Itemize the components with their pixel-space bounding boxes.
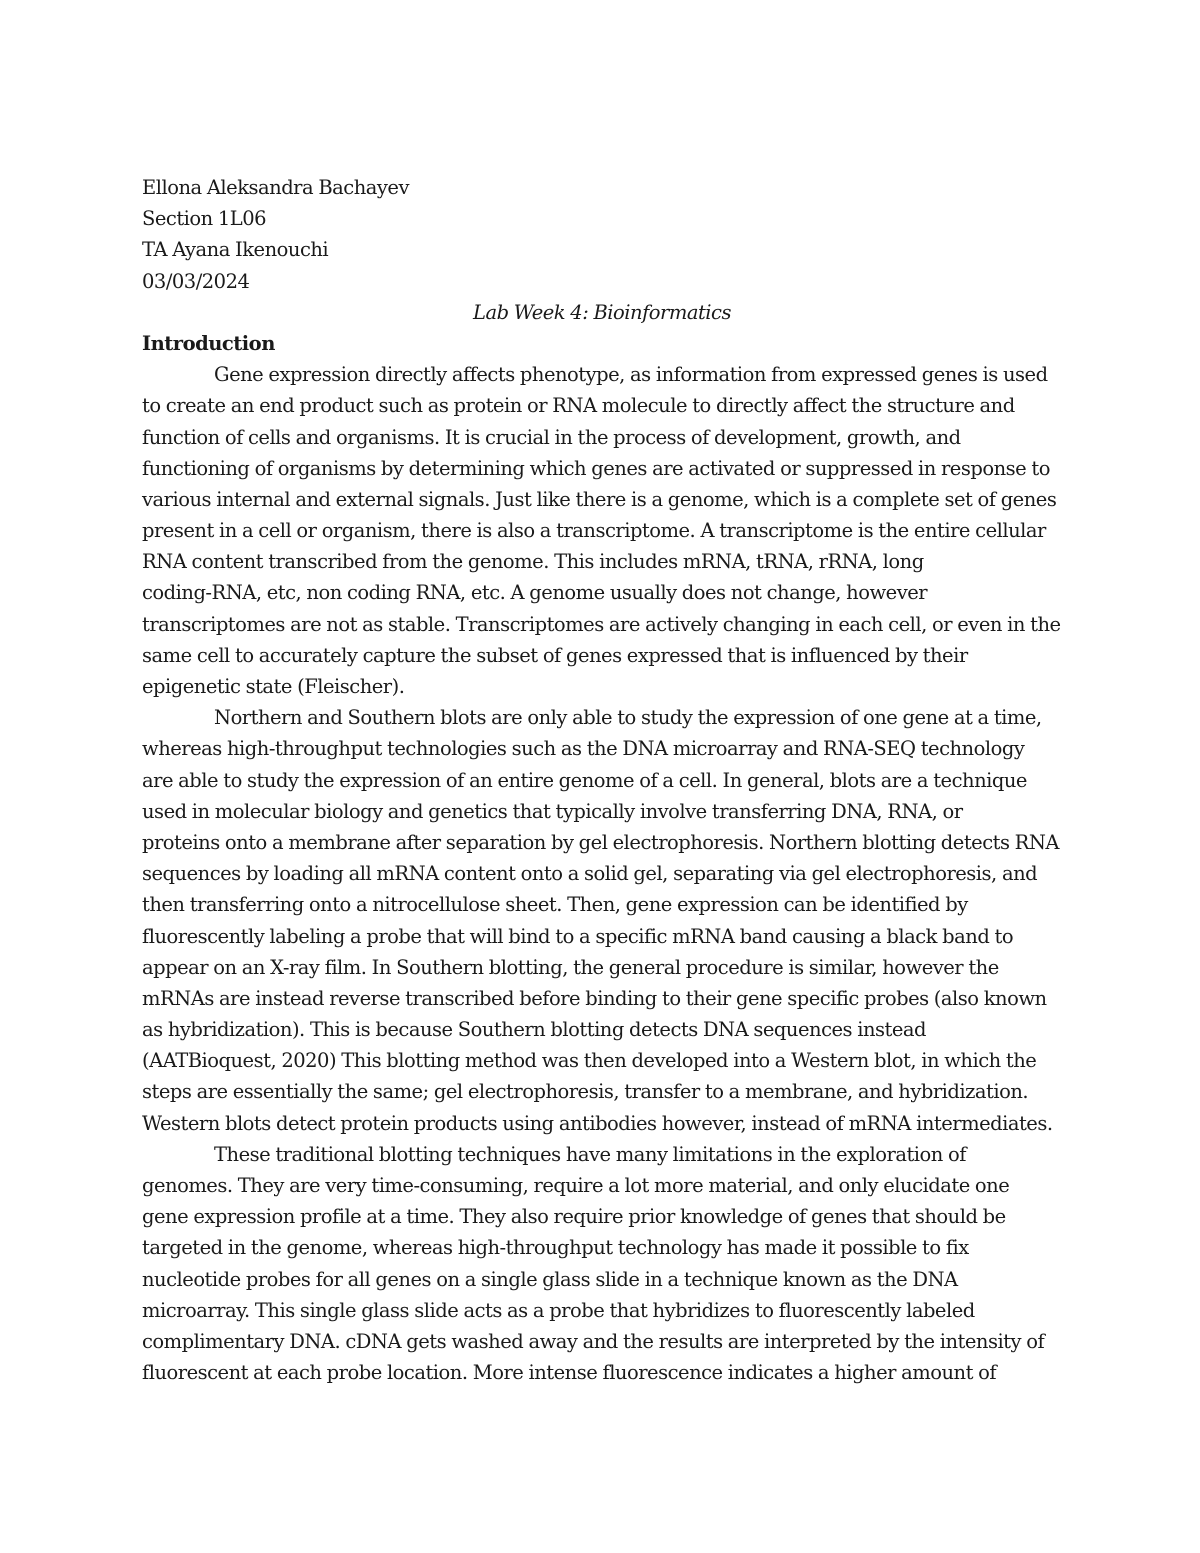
section-number: Section 1L06 [142,207,267,231]
paragraph-line: nucleotide probes for all genes on a single glass slide in a technique known as the DNA [142,1267,958,1291]
paragraph-3 [142,1139,1062,1389]
paragraph-line: then transferring onto a nitrocellulose sheet. Then, gene expression can be identified by [142,893,968,917]
paragraph-line: (AATBioquest, 2020) This blotting method was then developed into a Western blot, in which the [142,1049,1037,1073]
paragraph-line: genomes. They are very time-consuming, require a lot more material, and only elucidate one [142,1174,1010,1197]
paragraph-line: epigenetic state (Fleischer). [142,675,405,698]
paragraph-line: sequences by loading all mRNA content onto a solid gel, separating via gel electrophoresis, and [142,862,1038,886]
paragraph-line: transcriptomes are not as stable. Transcriptomes are actively changing in each cell, or even in the [142,612,1061,636]
paragraph-line: same cell to accurately capture the subset of genes expressed that is influenced by their [142,643,968,667]
teaching-assistant: TA Ayana Ikenouchi [142,238,329,262]
paragraph-line: functioning of organisms by determining which genes are activated or suppressed in response to [142,456,1050,480]
author-name: Ellona Aleksandra Bachayev [142,176,409,199]
document-date: 03/03/2024 [142,269,250,293]
paragraph-line: various internal and external signals. Just like there is a genome, which is a complete set of genes [142,487,1057,511]
paragraph-line: whereas high-throughput technologies such as the DNA microarray and RNA-SEQ technology [142,737,1025,761]
paragraph-line: used in molecular biology and genetics that typically involve transferring DNA, RNA, or [142,799,963,823]
document-title: Lab Week 4: Bioinformatics [473,300,731,324]
paragraph-1 [142,359,1062,702]
paragraph-line: coding-RNA, etc, non coding RNA, etc. A genome usually does not change, however [142,581,928,605]
paragraph-line: are able to study the expression of an entire genome of a cell. In general, blots are a technique [142,768,1027,792]
paragraph-line: RNA content transcribed from the genome. This includes mRNA, tRNA, rRNA, long [142,550,924,574]
paragraph-line: Western blots detect protein products using antibodies however, instead of mRNA intermediates. [142,1111,1053,1135]
paragraph-line: targeted in the genome, whereas high-throughput technology has made it possible to fix [142,1236,969,1260]
paragraph-line: to create an end product such as protein or RNA molecule to directly affect the structure and [142,394,1015,418]
paragraph-line: fluorescently labeling a probe that will bind to a specific mRNA band causing a black band to [142,924,1014,948]
paragraph-line: microarray. This single glass slide acts as a probe that hybridizes to fluorescently labeled [142,1298,975,1322]
paragraph-line: mRNAs are instead reverse transcribed before binding to their gene specific probes (also known [142,986,1047,1010]
paragraph-line: complimentary DNA. cDNA gets washed away and the results are interpreted by the intensity of [142,1329,1045,1353]
paragraph-line: Gene expression directly affects phenotype, as information from expressed genes is used [214,363,1048,387]
document-body [142,172,1062,1388]
paragraph-line: fluorescent at each probe location. More intense fluorescence indicates a higher amount of [142,1361,997,1385]
paragraph-2 [142,702,1062,1139]
paragraph-line: proteins onto a membrane after separation by gel electrophoresis. Northern blotting detects RNA [142,830,1059,854]
paragraph-line: These traditional blotting techniques have many limitations in the exploration of [214,1142,967,1166]
paragraph-line: gene expression profile at a time. They also require prior knowledge of genes that should be [142,1205,1006,1229]
paragraph-line: present in a cell or organism, there is also a transcriptome. A transcriptome is the entire cellular [142,519,1046,543]
paragraph-line: as hybridization). This is because Southern blotting detects DNA sequences instead [142,1018,927,1042]
paragraph-line: Northern and Southern blots are only able to study the expression of one gene at a time, [214,706,1042,730]
paragraph-line: appear on an X-ray film. In Southern blotting, the general procedure is similar, however the [142,955,999,979]
paragraph-line: steps are essentially the same; gel electrophoresis, transfer to a membrane, and hybridization. [142,1080,1029,1104]
paragraph-line: function of cells and organisms. It is crucial in the process of development, growth, and [142,425,961,449]
section-heading-introduction: Introduction [142,331,275,355]
